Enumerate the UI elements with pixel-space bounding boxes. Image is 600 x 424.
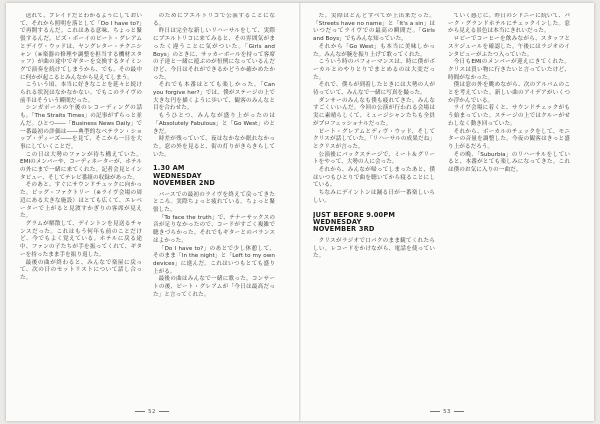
body-paragraph: 「To face the truth」で、テナーサックスの音が足りなかったので、コードがすごく複雑で聴きづらかった。それでもギターとのバランスはよかった。 <box>153 214 275 244</box>
diary-entry-heading: JUST BEFORE 9.00PM WEDNESDAY NOVEMBER 3RD <box>313 210 396 234</box>
page-number: 52 <box>112 409 192 415</box>
body-paragraph: そのあと、すぐにサウンドチェックに向かった。ビッグ・ファクトリー（※ライヴ会場の周辺にある大きな施設）はとても広くて、エレベーターで上がると見渡すかぎりの客席が見えた。 <box>20 182 142 220</box>
diary-entry-heading: 1.30 AM WEDNESDAY NOVEMBER 2ND <box>153 164 215 188</box>
body-paragraph: シンガポールの午後のレコーディングの話も。「The Straits Times」の記事がずらっと並んだ。ひとつ――「Business News Daily」で一番最初の評価は――典型的なベテラン・ショップ・ディーズ――を見て、そこから一日を大事にしていくことだ。 <box>20 105 142 150</box>
body-paragraph: 今日もEMIのメンバーが迎えにきてくれた。クリスは買い物に行きたいと言っていたけど、時間がなかった。 <box>448 59 570 81</box>
body-paragraph: それから、ボーカルのチェックをして、モニターの音量を調整した。今夜の観客はきっと盛り上がるだろう。 <box>448 128 570 150</box>
left-page-column-2 <box>153 13 275 397</box>
body-paragraph: ピート・グレアムとディヴ・ウッド、そしてクリスが話していた。「リハーサルの成果だね」とクリスが言った。 <box>313 128 435 150</box>
book-spread <box>6 3 594 421</box>
body-paragraph: ダンサーのみんなも僕も疲れてきた。みんなすごくいいんだ。今回の公演が行われる会場は実に素晴らしくて、ミュージシャンたちも全員がプロフェッショナルだった。 <box>313 97 435 127</box>
body-paragraph: それで、僕らが到着したときには大勢の人が待っていて、みんなで一緒に写真を撮った。 <box>313 82 435 97</box>
right-page-column-2 <box>448 13 570 397</box>
body-paragraph: 送れて、プレイドだとわかるようにしておいて、それから照明を落として「Do I have to?」で再開するんだ。これはある意味、ちょっと緊張するんだ。ビズ・ボーイのピート・グレアムとデイヴ・ウッドは、ヤングレター・テクニシャン（※楽器の修理や調整を担当する機材スタッフ）が曲の途中でギターを交換するタイミングで演奏を続けてしまうから、でも、その最中に何かが起こるとみんなから見えてしまう。 <box>20 13 142 81</box>
body-paragraph: それから、みんなが帰ってしまったあと、僕はいつもひとりで曲を聴いてから寝ることにしている。 <box>313 167 435 189</box>
body-paragraph: のためにプエルトリコで公演することになる。 <box>153 13 275 27</box>
body-paragraph: 最後の曲はみんなで一緒に歌った。コンサートの後、ピート・グレアムが「今日は最高だった」と言ってくれた。 <box>153 276 275 298</box>
page-number: 53 <box>407 409 487 415</box>
right-page <box>301 3 594 421</box>
body-paragraph: た。実際はとんどすべてが上出来だった。「Streets have no name」と「It's a sin」はいつだってライヴでの最高の瞬間だ。「Girls and Boys」でもみんな知っていた。 <box>313 13 435 43</box>
body-paragraph: ライヴ会場に着くと、サウンドチェックがもう始まっていた。ステージの上ではクルーがせわしなく動き回っていた。 <box>448 105 570 127</box>
body-paragraph: 公演後にバックステージで、ミート＆グリートをやって、大勢の人に会った。 <box>313 151 435 166</box>
body-paragraph: グラムが解散して、デイントンを見送るチャンスだった。これはもう何年も前のことだけど、今でもよく覚えている。ホテルに戻る途中、ファンの子たちが手を振ってくれて、ギターを持ったまま手を振り返した。 <box>20 220 142 258</box>
body-paragraph: この日は大勢のファンが待ち構えていた。EMIのメンバーや、コーディネーターが、ホテルの外にまで一緒に来てくれた。記者会見とインタビュー、そしてテレビ番組の収録があった。 <box>20 151 142 181</box>
body-paragraph: それでも本番はとても楽しかった。「Can you forgive her?」では、僕がステージの上で大きな円を描くように歩いて、観客のみんなと目を合わせた。 <box>153 82 275 112</box>
left-page <box>6 3 299 421</box>
body-paragraph: ちなみにデイントンは踊る日が一番楽しいらしい。 <box>313 190 435 204</box>
body-paragraph: 「Do I have to?」のあとで少し休憩して、そのまま「In the night」と「Left to my own devices」に進んだ。これはいつもとても盛り上がる。 <box>153 245 275 275</box>
body-paragraph: クリスがラジオで口パクのまま観てくれたらしい。レコードをかけながら、電話を使っていた。 <box>313 237 435 260</box>
body-paragraph: こういう時のパフォーマンスは、時に僕がボーカルとのやりとりでまとめるのは大変だった。 <box>313 59 435 81</box>
body-paragraph: ていく感じに。昨日のシドニーに続いて、パーク・グランドホテルにチェックインした。窓から見える景色は本当にきれいだった。 <box>448 13 570 35</box>
body-paragraph: ロビーでコーヒーを飲みながら、スタッフとスケジュールを確認した。午後にはラジオのインタビューがふたつ入っていた。 <box>448 36 570 58</box>
body-paragraph: こういう頃、本当に好きなことを延々と続けられる状況はなかなかない。でもこのライヴの前半はそういう瞬間だった。 <box>20 82 142 104</box>
body-paragraph: 最後の曲が終わると、みんなで楽屋に戻って、次の日のセットリストについて話し合った。 <box>20 259 142 281</box>
right-page-column-1 <box>313 13 435 397</box>
body-paragraph: 時差が残っていて、夜はなかなか眠れなかった。窓の外を見ると、街の灯りがきらきらしていた。 <box>153 136 275 158</box>
body-paragraph: その晩、「Suburbia」のリハーサルをしていると、本番がとても楽しみになってきた。これは僕のお気に入りの一曲だ。 <box>448 151 570 174</box>
body-paragraph: 僕は窓の外を眺めながら、次のアルバムのことを考えていた。新しい曲のアイデアがいくつか浮かんでいる。 <box>448 82 570 104</box>
left-page-column-1 <box>20 13 142 397</box>
body-paragraph: それから「Go West」も本当に美味しかった。みんなが腕を振り上げて歌ってくれた。 <box>313 43 435 58</box>
body-paragraph: バースでの最初のライヴを終えて戻ってきたところ。実際ちょっと疲れている。ちょっと緊張した。 <box>153 191 275 213</box>
body-paragraph: 昨日は完全な新しいリハーサルをして、実際にプエルトリコに来てみると、その雰囲気がまったく違うことに気がついた。「Girls and Boys」のときに、サッカーボールを持って客席の子達と一緒に遊ぶのが恒例になっているんだけど、今日はそれができるかどうか確かめたかった。 <box>153 28 275 81</box>
body-paragraph: もうひとつ、みんなが盛り上がったのは「Absolutely Fabulous」と「Go West」のときだ。 <box>153 113 275 135</box>
